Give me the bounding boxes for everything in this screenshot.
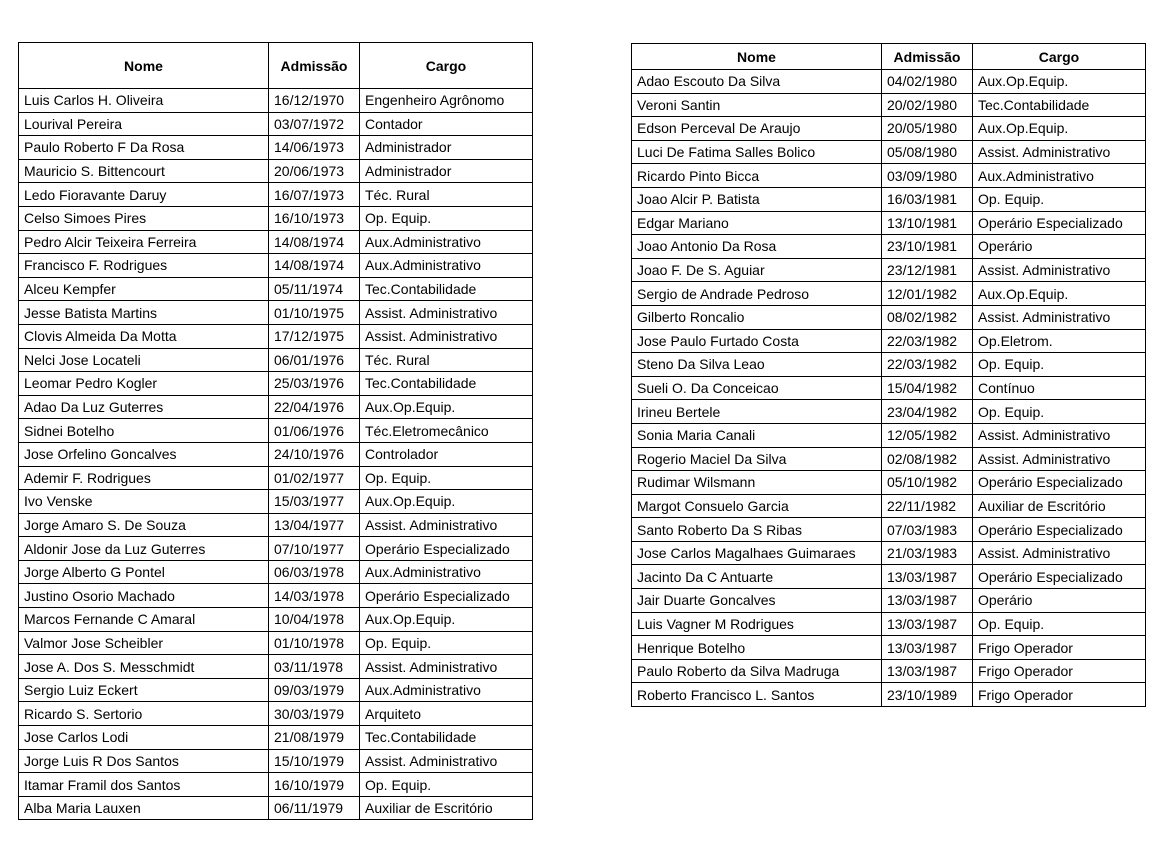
cell-cargo: Op. Equip. — [360, 206, 533, 230]
cell-admissao: 16/07/1973 — [269, 183, 360, 207]
cell-admissao: 25/03/1976 — [269, 372, 360, 396]
cell-nome: Ademir F. Rodrigues — [19, 466, 269, 490]
cell-admissao: 07/10/1977 — [269, 537, 360, 561]
table-row — [19, 206, 533, 230]
table-row — [632, 187, 1146, 211]
cell-cargo: Aux.Op.Equip. — [973, 117, 1146, 141]
table-row — [632, 93, 1146, 117]
table-row — [632, 400, 1146, 424]
cell-cargo: Aux.Administrativo — [360, 254, 533, 278]
table-row — [632, 117, 1146, 141]
cell-cargo: Op. Equip. — [973, 353, 1146, 377]
cell-nome: Steno Da Silva Leao — [632, 353, 882, 377]
cell-nome: Joao Alcir P. Batista — [632, 187, 882, 211]
cell-cargo: Assist. Administrativo — [973, 447, 1146, 471]
table-header-row — [19, 43, 533, 89]
cell-cargo: Assist. Administrativo — [360, 324, 533, 348]
cell-nome: Joao Antonio Da Rosa — [632, 235, 882, 259]
cell-nome: Jose Orfelino Goncalves — [19, 442, 269, 466]
cell-nome: Sergio de Andrade Pedroso — [632, 282, 882, 306]
table-row — [19, 749, 533, 773]
cell-nome: Rudimar Wilsmann — [632, 471, 882, 495]
cell-nome: Rogerio Maciel Da Silva — [632, 447, 882, 471]
cell-cargo: Contador — [360, 112, 533, 136]
cell-cargo: Assist. Administrativo — [360, 749, 533, 773]
cell-cargo: Aux.Administrativo — [360, 230, 533, 254]
table-row — [632, 518, 1146, 542]
table-row — [19, 372, 533, 396]
employee-table-left — [18, 42, 533, 820]
cell-admissao: 12/05/1982 — [882, 423, 973, 447]
cell-cargo: Engenheiro Agrônomo — [360, 89, 533, 113]
table-row — [19, 324, 533, 348]
cell-admissao: 03/11/1978 — [269, 655, 360, 679]
table-row — [19, 773, 533, 797]
cell-cargo: Assist. Administrativo — [360, 513, 533, 537]
cell-admissao: 24/10/1976 — [269, 442, 360, 466]
table-row — [19, 230, 533, 254]
cell-admissao: 14/06/1973 — [269, 136, 360, 160]
cell-admissao: 13/10/1981 — [882, 211, 973, 235]
cell-admissao: 22/03/1982 — [882, 329, 973, 353]
table-row — [632, 164, 1146, 188]
cell-cargo: Assist. Administrativo — [973, 305, 1146, 329]
cell-cargo: Op. Equip. — [360, 466, 533, 490]
cell-admissao: 21/08/1979 — [269, 726, 360, 750]
cell-cargo: Operário Especializado — [360, 584, 533, 608]
table-row — [19, 159, 533, 183]
header-nome: Nome — [632, 44, 882, 70]
cell-nome: Sergio Luiz Eckert — [19, 678, 269, 702]
cell-admissao: 01/10/1975 — [269, 301, 360, 325]
cell-nome: Jose Paulo Furtado Costa — [632, 329, 882, 353]
table-row — [632, 235, 1146, 259]
header-nome: Nome — [19, 43, 269, 89]
cell-nome: Edgar Mariano — [632, 211, 882, 235]
cell-admissao: 17/12/1975 — [269, 324, 360, 348]
cell-nome: Jose Carlos Lodi — [19, 726, 269, 750]
table-row — [19, 678, 533, 702]
cell-nome: Itamar Framil dos Santos — [19, 773, 269, 797]
header-admissao: Admissão — [882, 44, 973, 70]
cell-admissao: 23/10/1981 — [882, 235, 973, 259]
table-row — [19, 513, 533, 537]
cell-cargo: Auxiliar de Escritório — [973, 494, 1146, 518]
cell-cargo: Assist. Administrativo — [360, 655, 533, 679]
table-row — [19, 442, 533, 466]
cell-nome: Francisco F. Rodrigues — [19, 254, 269, 278]
cell-nome: Jesse Batista Martins — [19, 301, 269, 325]
cell-cargo: Aux.Op.Equip. — [360, 395, 533, 419]
cell-cargo: Operário Especializado — [973, 565, 1146, 589]
cell-nome: Celso Simoes Pires — [19, 206, 269, 230]
table-row — [19, 655, 533, 679]
header-cargo: Cargo — [973, 44, 1146, 70]
table-row — [632, 471, 1146, 495]
cell-cargo: Op. Equip. — [973, 400, 1146, 424]
cell-cargo: Operário Especializado — [360, 537, 533, 561]
cell-admissao: 14/08/1974 — [269, 254, 360, 278]
cell-admissao: 21/03/1983 — [882, 541, 973, 565]
cell-cargo: Op. Equip. — [973, 612, 1146, 636]
cell-cargo: Aux.Administrativo — [360, 678, 533, 702]
table-row — [632, 565, 1146, 589]
cell-admissao: 14/08/1974 — [269, 230, 360, 254]
table-row — [632, 258, 1146, 282]
cell-admissao: 06/11/1979 — [269, 796, 360, 820]
cell-nome: Mauricio S. Bittencourt — [19, 159, 269, 183]
cell-cargo: Aux.Op.Equip. — [973, 70, 1146, 94]
cell-cargo: Operário Especializado — [973, 471, 1146, 495]
table-row — [632, 211, 1146, 235]
table-row — [19, 254, 533, 278]
table-row — [19, 301, 533, 325]
cell-nome: Justino Osorio Machado — [19, 584, 269, 608]
table-row — [632, 683, 1146, 707]
cell-cargo: Aux.Administrativo — [973, 164, 1146, 188]
cell-nome: Nelci Jose Locateli — [19, 348, 269, 372]
cell-nome: Jorge Luis R Dos Santos — [19, 749, 269, 773]
table-row — [19, 277, 533, 301]
cell-cargo: Tec.Contabilidade — [360, 726, 533, 750]
cell-cargo: Téc. Rural — [360, 348, 533, 372]
cell-admissao: 13/04/1977 — [269, 513, 360, 537]
table-row — [632, 305, 1146, 329]
cell-cargo: Administrador — [360, 159, 533, 183]
cell-cargo: Assist. Administrativo — [360, 301, 533, 325]
table-row — [632, 140, 1146, 164]
cell-nome: Irineu Bertele — [632, 400, 882, 424]
cell-admissao: 05/11/1974 — [269, 277, 360, 301]
cell-cargo: Auxiliar de Escritório — [360, 796, 533, 820]
cell-cargo: Assist. Administrativo — [973, 140, 1146, 164]
cell-admissao: 13/03/1987 — [882, 589, 973, 613]
cell-cargo: Frigo Operador — [973, 683, 1146, 707]
cell-nome: Luci De Fatima Salles Bolico — [632, 140, 882, 164]
cell-admissao: 04/02/1980 — [882, 70, 973, 94]
header-cargo: Cargo — [360, 43, 533, 89]
table-row — [632, 612, 1146, 636]
cell-cargo: Controlador — [360, 442, 533, 466]
cell-cargo: Aux.Op.Equip. — [360, 490, 533, 514]
cell-nome: Lourival Pereira — [19, 112, 269, 136]
cell-nome: Aldonir Jose da Luz Guterres — [19, 537, 269, 561]
cell-admissao: 01/10/1978 — [269, 631, 360, 655]
cell-nome: Luis Carlos H. Oliveira — [19, 89, 269, 113]
cell-admissao: 03/09/1980 — [882, 164, 973, 188]
cell-nome: Jair Duarte Goncalves — [632, 589, 882, 613]
cell-cargo: Assist. Administrativo — [973, 258, 1146, 282]
table-row — [19, 490, 533, 514]
table-row — [632, 494, 1146, 518]
cell-cargo: Arquiteto — [360, 702, 533, 726]
cell-nome: Gilberto Roncalio — [632, 305, 882, 329]
cell-nome: Veroni Santin — [632, 93, 882, 117]
table-row — [19, 183, 533, 207]
cell-nome: Clovis Almeida Da Motta — [19, 324, 269, 348]
table-row — [632, 423, 1146, 447]
cell-nome: Jose Carlos Magalhaes Guimaraes — [632, 541, 882, 565]
cell-cargo: Aux.Op.Equip. — [360, 608, 533, 632]
cell-cargo: Tec.Contabilidade — [360, 372, 533, 396]
cell-nome: Pedro Alcir Teixeira Ferreira — [19, 230, 269, 254]
cell-admissao: 01/02/1977 — [269, 466, 360, 490]
cell-cargo: Operário Especializado — [973, 518, 1146, 542]
table-row — [19, 560, 533, 584]
cell-cargo: Op. Equip. — [360, 773, 533, 797]
table-row — [19, 466, 533, 490]
cell-nome: Ivo Venske — [19, 490, 269, 514]
table-row — [19, 796, 533, 820]
cell-nome: Paulo Roberto da Silva Madruga — [632, 659, 882, 683]
cell-admissao: 15/03/1977 — [269, 490, 360, 514]
cell-cargo: Aux.Op.Equip. — [973, 282, 1146, 306]
table-row — [19, 631, 533, 655]
cell-admissao: 13/03/1987 — [882, 659, 973, 683]
cell-admissao: 23/12/1981 — [882, 258, 973, 282]
cell-nome: Sueli O. Da Conceicao — [632, 376, 882, 400]
cell-admissao: 20/02/1980 — [882, 93, 973, 117]
cell-nome: Joao F. De S. Aguiar — [632, 258, 882, 282]
cell-admissao: 22/11/1982 — [882, 494, 973, 518]
cell-admissao: 06/01/1976 — [269, 348, 360, 372]
cell-admissao: 07/03/1983 — [882, 518, 973, 542]
cell-admissao: 08/02/1982 — [882, 305, 973, 329]
cell-admissao: 16/10/1973 — [269, 206, 360, 230]
table-row — [632, 282, 1146, 306]
table-row — [19, 136, 533, 160]
cell-nome: Adao Da Luz Guterres — [19, 395, 269, 419]
employee-table-right — [631, 43, 1146, 707]
cell-cargo: Frigo Operador — [973, 636, 1146, 660]
cell-nome: Luis Vagner M Rodrigues — [632, 612, 882, 636]
cell-cargo: Assist. Administrativo — [973, 423, 1146, 447]
cell-admissao: 16/12/1970 — [269, 89, 360, 113]
cell-admissao: 23/10/1989 — [882, 683, 973, 707]
cell-admissao: 30/03/1979 — [269, 702, 360, 726]
cell-nome: Santo Roberto Da S Ribas — [632, 518, 882, 542]
cell-admissao: 01/06/1976 — [269, 419, 360, 443]
table-row — [19, 395, 533, 419]
table-row — [19, 348, 533, 372]
cell-cargo: Operário — [973, 589, 1146, 613]
table-row — [632, 541, 1146, 565]
cell-nome: Jacinto Da C Antuarte — [632, 565, 882, 589]
table-row — [632, 447, 1146, 471]
cell-admissao: 09/03/1979 — [269, 678, 360, 702]
cell-cargo: Operário — [973, 235, 1146, 259]
table-row — [19, 726, 533, 750]
cell-admissao: 20/06/1973 — [269, 159, 360, 183]
table-row — [632, 659, 1146, 683]
cell-admissao: 13/03/1987 — [882, 565, 973, 589]
cell-cargo: Contínuo — [973, 376, 1146, 400]
cell-nome: Sidnei Botelho — [19, 419, 269, 443]
cell-nome: Paulo Roberto F Da Rosa — [19, 136, 269, 160]
cell-nome: Edson Perceval De Araujo — [632, 117, 882, 141]
cell-cargo: Aux.Administrativo — [360, 560, 533, 584]
cell-cargo: Administrador — [360, 136, 533, 160]
cell-cargo: Operário Especializado — [973, 211, 1146, 235]
cell-admissao: 16/03/1981 — [882, 187, 973, 211]
table-row — [19, 112, 533, 136]
table-header-row — [632, 44, 1146, 70]
cell-cargo: Téc.Eletromecânico — [360, 419, 533, 443]
cell-nome: Valmor Jose Scheibler — [19, 631, 269, 655]
cell-cargo: Frigo Operador — [973, 659, 1146, 683]
cell-admissao: 03/07/1972 — [269, 112, 360, 136]
cell-admissao: 10/04/1978 — [269, 608, 360, 632]
cell-cargo: Tec.Contabilidade — [973, 93, 1146, 117]
cell-admissao: 15/10/1979 — [269, 749, 360, 773]
cell-cargo: Op.Eletrom. — [973, 329, 1146, 353]
table-row — [19, 89, 533, 113]
cell-cargo: Assist. Administrativo — [973, 541, 1146, 565]
cell-nome: Sonia Maria Canali — [632, 423, 882, 447]
header-admissao: Admissão — [269, 43, 360, 89]
cell-nome: Leomar Pedro Kogler — [19, 372, 269, 396]
table-row — [19, 584, 533, 608]
table-row — [632, 329, 1146, 353]
table-row — [19, 419, 533, 443]
cell-admissao: 13/03/1987 — [882, 612, 973, 636]
cell-nome: Margot Consuelo Garcia — [632, 494, 882, 518]
cell-nome: Henrique Botelho — [632, 636, 882, 660]
cell-admissao: 22/03/1982 — [882, 353, 973, 377]
cell-cargo: Op. Equip. — [973, 187, 1146, 211]
cell-nome: Jorge Amaro S. De Souza — [19, 513, 269, 537]
cell-cargo: Tec.Contabilidade — [360, 277, 533, 301]
cell-admissao: 20/05/1980 — [882, 117, 973, 141]
cell-nome: Marcos Fernande C Amaral — [19, 608, 269, 632]
cell-admissao: 22/04/1976 — [269, 395, 360, 419]
cell-nome: Ricardo Pinto Bicca — [632, 164, 882, 188]
cell-cargo: Op. Equip. — [360, 631, 533, 655]
cell-admissao: 23/04/1982 — [882, 400, 973, 424]
cell-admissao: 13/03/1987 — [882, 636, 973, 660]
cell-nome: Jorge Alberto G Pontel — [19, 560, 269, 584]
cell-cargo: Téc. Rural — [360, 183, 533, 207]
table-row — [19, 537, 533, 561]
cell-admissao: 15/04/1982 — [882, 376, 973, 400]
cell-nome: Alba Maria Lauxen — [19, 796, 269, 820]
cell-admissao: 12/01/1982 — [882, 282, 973, 306]
table-row — [632, 636, 1146, 660]
table-row — [19, 702, 533, 726]
table-row — [19, 608, 533, 632]
table-row — [632, 589, 1146, 613]
cell-admissao: 05/08/1980 — [882, 140, 973, 164]
cell-admissao: 05/10/1982 — [882, 471, 973, 495]
table-row — [632, 353, 1146, 377]
cell-nome: Roberto Francisco L. Santos — [632, 683, 882, 707]
cell-nome: Alceu Kempfer — [19, 277, 269, 301]
cell-admissao: 02/08/1982 — [882, 447, 973, 471]
table-row — [632, 70, 1146, 94]
cell-admissao: 14/03/1978 — [269, 584, 360, 608]
cell-nome: Adao Escouto Da Silva — [632, 70, 882, 94]
table-row — [632, 376, 1146, 400]
cell-nome: Ricardo S. Sertorio — [19, 702, 269, 726]
cell-nome: Jose A. Dos S. Messchmidt — [19, 655, 269, 679]
cell-admissao: 06/03/1978 — [269, 560, 360, 584]
cell-nome: Ledo Fioravante Daruy — [19, 183, 269, 207]
cell-admissao: 16/10/1979 — [269, 773, 360, 797]
